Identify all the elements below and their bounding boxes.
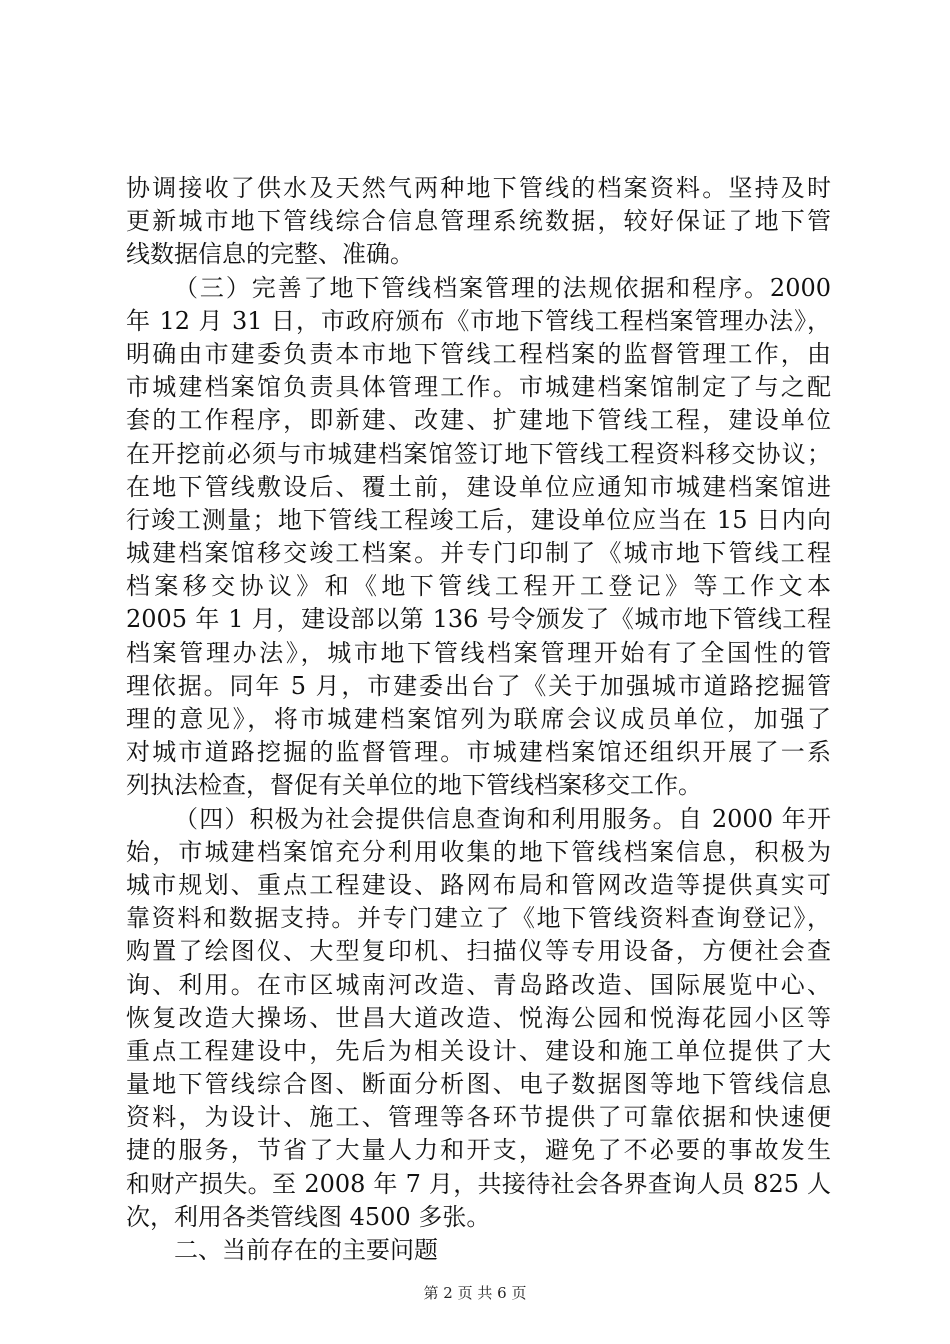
- text-line: （三）完善了地下管线档案管理的法规依据和程序。2000: [174, 273, 831, 302]
- text-line: 始，市城建档案馆充分利用收集的地下管线档案信息，积极为: [126, 837, 831, 866]
- text-line: 明确由市建委负责本市地下管线工程档案的监督管理工作，由: [126, 339, 831, 368]
- text-line: 线数据信息的完整、准确。: [126, 240, 414, 269]
- page-footer: 第 2 页 共 6 页: [423, 1284, 527, 1302]
- text-line: 量地下管线综合图、断面分析图、电子数据图等地下管线信息: [126, 1070, 831, 1099]
- text-line: 询、利用。在市区城南河改造、青岛路改造、国际展览中心、: [126, 970, 831, 999]
- text-line: 市城建档案馆负责具体管理工作。市城建档案馆制定了与之配: [126, 373, 831, 402]
- text-line: 二、当前存在的主要问题: [174, 1236, 438, 1264]
- text-line: 协调接收了供水及天然气两种地下管线的档案资料。坚持及时: [126, 174, 831, 202]
- text-line: 靠资料和数据支持。并专门建立了《地下管线资料查询登记》，: [126, 904, 831, 933]
- text-line: 城建档案馆移交竣工档案。并专门印制了《城市地下管线工程: [126, 539, 831, 568]
- text-line: 城市规划、重点工程建设、路网布局和管网改造等提供真实可: [126, 870, 831, 899]
- body-text: [126, 172, 831, 1267]
- text-line: 和财产损失。至 2008 年 7 月，共接待社会各界查询人员 825 人: [126, 1169, 831, 1198]
- text-line: 对城市道路挖掘的监督管理。市城建档案馆还组织开展了一系: [126, 738, 831, 767]
- text-line: 档案移交协议》和《地下管线工程开工登记》等工作文本: [126, 572, 831, 601]
- text-line: 行竣工测量；地下管线工程竣工后，建设单位应当在 15 日内向: [126, 505, 831, 534]
- text-line: 重点工程建设中，先后为相关设计、建设和施工单位提供了大: [126, 1036, 831, 1065]
- text-line: 资料，为设计、施工、管理等各环节提供了可靠依据和快速便: [126, 1103, 831, 1132]
- text-line: 年 12 月 31 日，市政府颁布《市地下管线工程档案管理办法》，: [126, 306, 831, 335]
- text-line: 捷的服务，节省了大量人力和开支，避免了不必要的事故发生: [126, 1136, 831, 1165]
- text-line: 套的工作程序，即新建、改建、扩建地下管线工程，建设单位: [126, 406, 831, 435]
- text-line: 恢复改造大操场、世昌大道改造、悦海公园和悦海花园小区等: [126, 1003, 831, 1032]
- text-line: 次，利用各类管线图 4500 多张。: [126, 1202, 491, 1231]
- text-line: 在地下管线敷设后、覆土前，建设单位应通知市城建档案馆进: [126, 472, 831, 501]
- text-line: 档案管理办法》，城市地下管线档案管理开始有了全国性的管: [126, 638, 831, 667]
- text-line: （四）积极为社会提供信息查询和利用服务。自 2000 年开: [174, 804, 831, 833]
- text-line: 更新城市地下管线综合信息管理系统数据，较好保证了地下管: [126, 207, 831, 236]
- text-line: 2005 年 1 月，建设部以第 136 号令颁发了《城市地下管线工程: [126, 605, 831, 634]
- text-line: 购置了绘图仪、大型复印机、扫描仪等专用设备，方便社会查: [126, 937, 831, 966]
- text-line: 列执法检查，督促有关单位的地下管线档案移交工作。: [126, 771, 702, 800]
- text-line: 理依据。同年 5 月，市建委出台了《关于加强城市道路挖掘管: [126, 671, 831, 700]
- text-line: 在开挖前必须与市城建档案馆签订地下管线工程资料移交协议；: [126, 439, 831, 468]
- text-line: 理的意见》，将市城建档案馆列为联席会议成员单位，加强了: [126, 705, 831, 733]
